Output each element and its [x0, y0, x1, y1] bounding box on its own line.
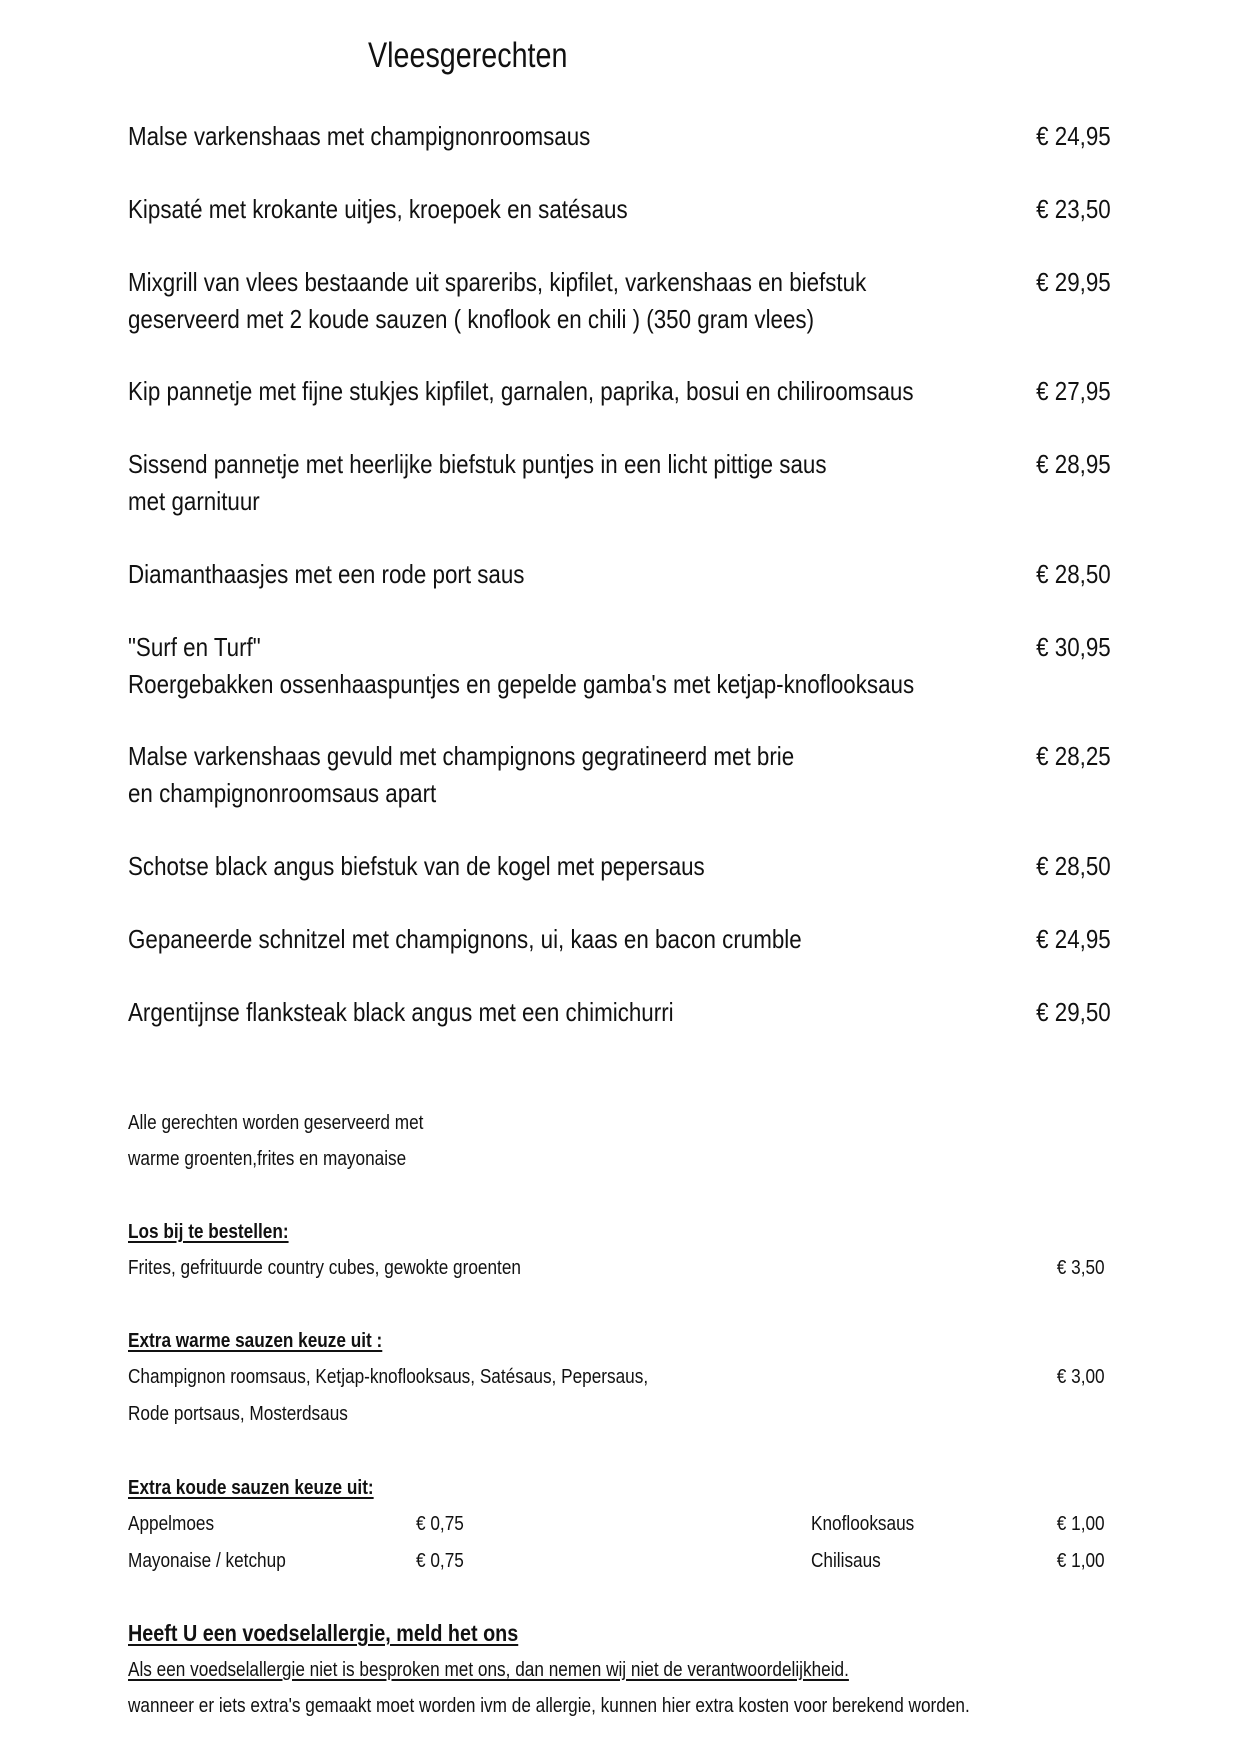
- dish-description: Malse varkenshaas gevuld met champignons gegratineerd met brie: [128, 741, 795, 771]
- dish-price: € 24,95: [1036, 121, 1111, 151]
- dish-price: € 28,50: [1036, 851, 1111, 881]
- dish-price: € 23,50: [1036, 194, 1111, 224]
- dish-description: Mixgrill van vlees bestaande uit spareribs, kipfilet, varkenshaas en biefstuk: [128, 267, 867, 297]
- dish-price: € 28,50: [1036, 559, 1111, 589]
- sauce-name: Chilisaus: [811, 1550, 881, 1572]
- dish-description: Sissend pannetje met heerlijke biefstuk puntjes in een licht pittige saus: [128, 449, 827, 479]
- sauce-price: € 1,00: [1057, 1513, 1105, 1535]
- sauce-name: Appelmoes: [128, 1513, 215, 1535]
- sauce-price: € 0,75: [416, 1513, 464, 1535]
- allergy-line: wanneer er iets extra's gemaakt moet worden ivm de allergie, kunnen hier extra kosten voor berekend worden.: [128, 1695, 970, 1717]
- allergy-heading: Heeft U een voedselallergie, meld het ons: [128, 1620, 519, 1646]
- side-orders-price: € 3,50: [1057, 1257, 1105, 1279]
- section-heading: Extra warme sauzen keuze uit :: [128, 1330, 383, 1352]
- page-title: Vleesgerechten: [368, 36, 568, 75]
- dish-description: Schotse black angus biefstuk van de kogel met pepersaus: [128, 851, 705, 881]
- dish-price: € 28,95: [1036, 449, 1111, 479]
- dish-description-line2: geserveerd met 2 koude sauzen ( knoflook en chili ) (350 gram vlees): [128, 304, 815, 334]
- note-line: Alle gerechten worden geserveerd met: [128, 1112, 424, 1134]
- warm-sauces-line: Rode portsaus, Mosterdsaus: [128, 1403, 348, 1425]
- sauce-price: € 1,00: [1057, 1550, 1105, 1572]
- dish-price: € 29,50: [1036, 997, 1111, 1027]
- dish-description: Kipsaté met krokante uitjes, kroepoek en satésaus: [128, 194, 628, 224]
- warm-sauces-price: € 3,00: [1057, 1366, 1105, 1388]
- allergy-line: Als een voedselallergie niet is besproken met ons, dan nemen wij niet de verantwoordelijkheid.: [128, 1659, 849, 1681]
- dish-description-line2: en champignonroomsaus apart: [128, 778, 437, 808]
- dish-price: € 29,95: [1036, 267, 1111, 297]
- dish-description: Diamanthaasjes met een rode port saus: [128, 559, 525, 589]
- warm-sauces-line: Champignon roomsaus, Ketjap-knoflooksaus, Satésaus, Pepersaus,: [128, 1366, 649, 1388]
- dish-description-line2: met garnituur: [128, 486, 260, 516]
- sauce-name: Knoflooksaus: [811, 1513, 915, 1535]
- dish-description: Gepaneerde schnitzel met champignons, ui, kaas en bacon crumble: [128, 924, 802, 954]
- side-orders-text: Frites, gefrituurde country cubes, gewokte groenten: [128, 1257, 521, 1279]
- section-heading: Extra koude sauzen keuze uit:: [128, 1477, 374, 1499]
- dish-description: Malse varkenshaas met champignonroomsaus: [128, 121, 591, 151]
- dish-price: € 28,25: [1036, 741, 1111, 771]
- dish-description-line2: Roergebakken ossenhaaspuntjes en gepelde gamba's met ketjap-knoflooksaus: [128, 669, 915, 699]
- sauce-price: € 0,75: [416, 1550, 464, 1572]
- dish-description: "Surf en Turf": [128, 632, 261, 662]
- dish-price: € 24,95: [1036, 924, 1111, 954]
- dish-description: Argentijnse flanksteak black angus met een chimichurri: [128, 997, 674, 1027]
- dish-price: € 30,95: [1036, 632, 1111, 662]
- section-heading: Los bij te bestellen:: [128, 1221, 289, 1243]
- dish-description: Kip pannetje met fijne stukjes kipfilet, garnalen, paprika, bosui en chiliroomsaus: [128, 376, 914, 406]
- dish-price: € 27,95: [1036, 376, 1111, 406]
- sauce-name: Mayonaise / ketchup: [128, 1550, 286, 1572]
- note-line: warme groenten,frites en mayonaise: [128, 1148, 407, 1170]
